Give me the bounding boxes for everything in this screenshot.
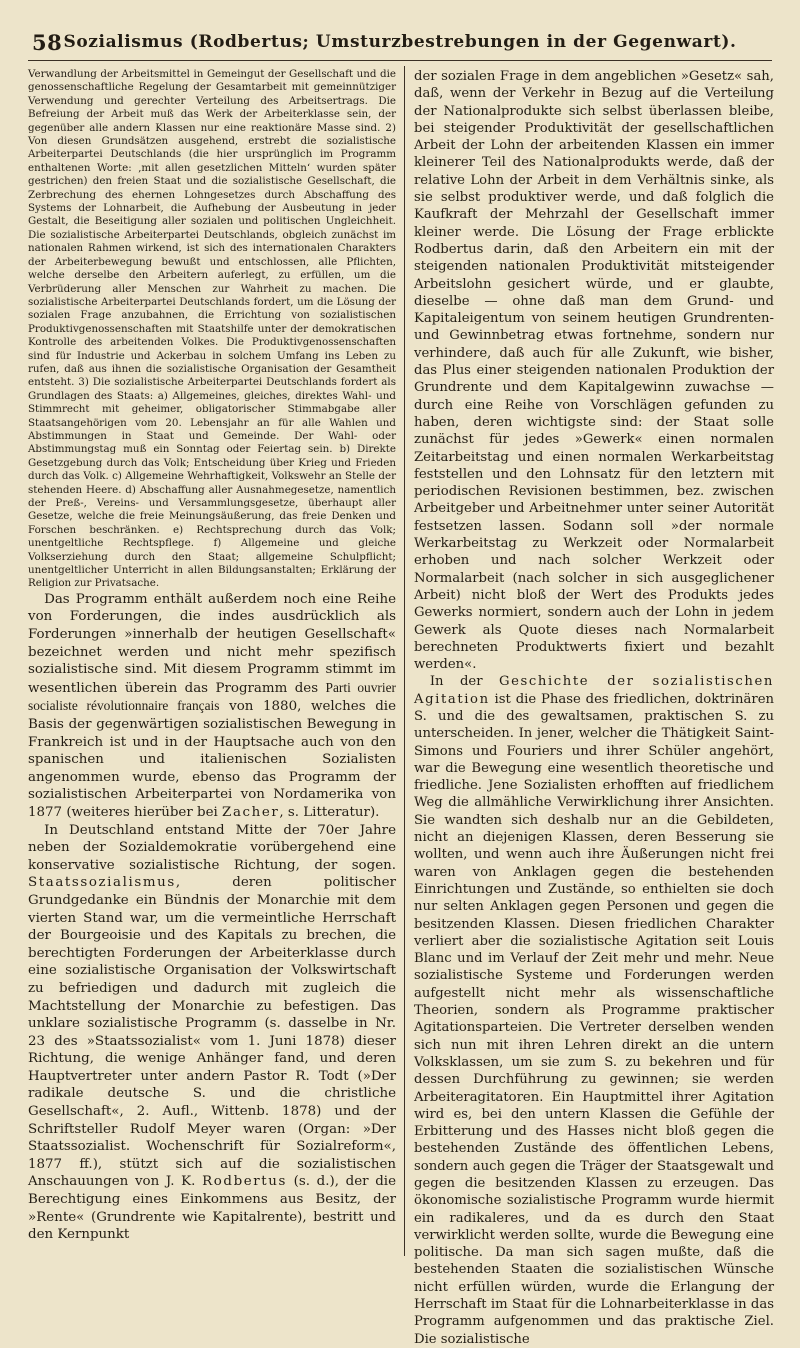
running-head: Sozialismus (Rodbertus; Umsturzbestrebungen in der Gegenwart).: [63, 32, 737, 52]
text-run: Verwandlung der Arbeitsmittel in Gemeingut der Gesellschaft und die genossenschaftliche Regelung der Gesamtarbeit mit gemeinnütziger Verwendung und gerechter Verteilung des Arbeitsertrags. Die Befreiung der Arbeit muß das Werk der Arbeiterklasse sein, der gegenüber alle andern Klassen nur eine reaktionäre Masse sind. 2) Von diesen Grundsätzen ausgehend, erstrebt die sozialistische Arbeiterpartei Deutschlands (die hier ursprünglich im Programm enthaltenen Worte: ‚mit allen gesetzlichen Mitteln‘ wurden später gestrichen) den freien Staat und die sozialistische Gesellschaft, die Zerbrechung des ehernen Lohngesetzes durch Abschaffung des Systems der Lohnarbeit, die Aufhebung der Ausbeutung in jeder Gestalt, die Beseitigung aller sozialen und politischen Ungleichheit. Die sozialistische Arbeiterpartei Deutschlands, obgleich zunächst im nationalen Rahmen wirkend, ist sich des internationalen Charakters der Arbeiterbewegung bewußt und entschlossen, alle Pflichten, welche derselbe den Arbeitern auferlegt, zu erfüllen, um die Verbrüderung aller Menschen zur Wahrheit zu machen. Die sozialistische Arbeiterpartei Deutschlands fordert, um die Lösung der sozialen Frage anzubahnen, die Errichtung von sozialistischen Produktivgenossenschaften mit Staatshilfe unter der demokratischen Kontrolle des arbeitenden Volkes. Die Produktivgenossenschaften sind für Industrie und Ackerbau in solchem Umfang ins Leben zu rufen, daß aus ihnen die sozialistische Organisation der Gesamtheit entsteht. 3) Die sozialistische Arbeiterpartei Deutschlands fordert als Grundlagen des Staats: a) Allgemeines, gleiches, direktes Wahl- und Stimmrecht mit geheimer, obligatorischer Stimmabgabe aller Staatsangehörigen vom 20. Lebensjahr an für alle Wahlen und Abstimmungen in Staat und Gemeinde. Der Wahl- oder Abstimmungstag muß ein Sonntag oder Feiertag sein. b) Direkte Gesetzgebung durch das Volk; Entscheidung über Krieg und Frieden durch das Volk. c) Allgemeine Wehrhaftigkeit, Volkswehr an Stelle der stehenden Heere. d) Abschaffung aller Ausnahmegesetze, namentlich der Preß-, Vereins- und Versammlungsgesetze, überhaupt aller Gesetze, welche die freie Meinungsäußerung, das freie Denken und Forschen beschränken. e) Rechtsprechung durch das Volk; unentgeltliche Rechtspflege. f) Allgemeine und gleiche Volkserziehung durch den Staat; allgemeine Schulpflicht; unentgeltlicher Unterricht in allen Bildungsanstalten; Erklärung der Religion zur Privatsache.: [28, 68, 396, 590]
body-paragraph: [28, 822, 396, 1244]
text-run: In Deutschland entstand Mitte der 70er Jahre neben der Sozialdemokratie vorübergehend eine konservative sozialistische Richtung, der sogen.: [28, 822, 396, 873]
text-run: Das Programm enthält außerdem noch eine Reihe von Forderungen, die indes ausdrücklich als Forderungen »innerhalb der heutigen Gesellschaft« bezeichnet werden und nicht mehr spezifisch sozialistische sind. Mit diesem Programm stimmt im wesentlichen überein das Programm des: [28, 591, 396, 696]
page-number: 58: [32, 30, 63, 55]
right-column: [414, 68, 774, 1347]
text-run: der sozialen Frage in dem angeblichen »Gesetz« sah, daß, wenn der Verkehr in Bezug auf die Verteilung der Nationalprodukte sich selbst überlassen bleibe, bei steigender Produktivität der gesellschaftlichen Arbeit der Lohn der arbeitenden Klassen ein immer kleinerer Teil des Nationalprodukts werde, daß der relative Lohn der Arbeit in dem Verhältnis sinke, als sie selbst produktiver werde, und daß folglich die Kaufkraft der Mehrzahl der Gesellschaft immer kleiner werde. Die Lösung der Frage erblickte Rodbertus darin, daß den Arbeitern ein mit der steigenden nationalen Produktivität mitsteigender Arbeitslohn gesichert würde, und er glaubte, dieselbe — ohne daß man dem Grund- und Kapitaleigentum von seinem heutigen Grundrenten- und Gewinnbetrag etwas fortnehme, sondern nur verhindere, daß auch für alle Zukunft, wie bisher, das Plus einer steigenden nationalen Produktion der Grundrente und dem Kapitalgewinn zuwachse — durch eine Reihe von Vorschlägen gefunden zu haben, deren wichtigste sind: der Staat solle zunächst für jedes »Gewerk« einen normalen Zeitarbeitstag und einen normalen Werkarbeitstag feststellen und den Lohnsatz für den letztern mit periodischen Revisionen bestimmen, bez. zwischen Arbeitgeber und Arbeitnehmer unter seiner Autorität festsetzen lassen. Sodann soll »der normale Werkarbeitstag zu Werkzeit oder Normalarbeit erhoben und nach solcher Werkzeit oder Normalarbeit (nach solcher in sich ausgeglichener Arbeit) nicht bloß der Wert des Produkts jedes Gewerks normiert, sondern auch der Lohn in jedem Gewerk als Quote dieses nach Normalarbeit berechneten Produktwerts fixiert und bezahlt werden«.: [414, 69, 774, 673]
left-column: [28, 68, 396, 1263]
text-run: In der: [429, 674, 499, 690]
body-paragraph: [28, 591, 396, 822]
page-header: [28, 26, 772, 61]
column-divider: [404, 66, 405, 1256]
text-run: (s. d.), der die Berechtigung eines Einkommens aus Besitz, der »Rente« (Grundrente wie Kapitalrente), bestritt und den Kernpunkt: [28, 1174, 396, 1243]
body-paragraph: [414, 68, 774, 673]
text-run: , s. Litteratur).: [279, 804, 380, 820]
text-run: von 1880, welches die Basis der gegenwärtigen sozialistischen Bewegung in Frankreich ist und in der Hauptsache auch von den spanischen und italienischen Sozialisten angenommen wurde, ebenso das Programm der sozialistischen Arbeiterpartei von Nordamerika von 1877 (weiteres hierüber bei: [28, 699, 397, 820]
program-text-paragraph: [28, 68, 396, 591]
section-heading-term: Geschichte der sozialistischen Agitation: [414, 674, 774, 707]
cross-reference: Rodbertus: [202, 1174, 287, 1190]
emphasized-term: Staatssozialismus: [28, 875, 176, 891]
latin-title: Parti ouvrier socialiste révolutionnaire français: [28, 679, 396, 714]
text-run: , deren politischer Grundgedanke ein Bündnis der Monarchie mit dem vierten Stand war, um die vermeintliche Herrschaft der Bourgeoisie und des Kapitals zu brechen, die berechtigten Forderungen der Arbeiterklasse durch eine sozialistische Organisation der Volkswirtschaft zu befriedigen und dadurch mit zugleich die Machtstellung der Monarchie zu befestigen. Das unklare sozialistische Programm (s. dasselbe in Nr. 23 des »Staatssozialist« vom 1. Juni 1878) dieser Richtung, die wenige Anhänger fand, und deren Hauptvertreter unter andern Pastor R. Todt (»Der radikale deutsche S. und die christliche Gesellschaft«, 2. Aufl., Wittenb. 1878) und der Schriftsteller Rudolf Meyer waren (Organ: »Der Staatssozialist. Wochenschrift für Sozialreform«, 1877 ff.), stützt sich auf die sozialistischen Anschauungen von J. K.: [28, 875, 396, 1190]
body-paragraph: [414, 673, 774, 1348]
cross-reference: Zacher: [222, 804, 280, 820]
text-run: ist die Phase des friedlichen, doktrinären S. und die des gewaltsamen, praktischen S. zu unterscheiden. In jener, welcher die Thätigkeit Saint-Simons und Fouriers und ihrer Schüler angehört, war die Bewegung eine wesentlich theoretische und friedliche. Jene Sozialisten erhofften auf friedlichem Weg die allmähliche Verwirklichung ihrer Ansichten. Sie wandten sich deshalb nur an die Gebildeten, nicht an diejenigen Klassen, deren Besserung sie wollten, und wenn auch ihre Äußerungen nicht frei waren von Anklagen gegen die bestehenden Einrichtungen und Zustände, so enthielten sie doch nur selten Anklagen gegen Personen und gegen die besitzenden Klassen. Diesen friedlichen Charakter verliert aber die sozialistische Agitation seit Louis Blanc und im Verlauf der Zeit mehr und mehr. Neue sozialistische Systeme und Forderungen werden aufgestellt nicht mehr als wissenschaftliche Theorien, sondern als Programme praktischer Agitationsparteien. Die Vertreter derselben wenden sich nun mit ihren Lehren direkt an die untern Volksklassen, um sie zum S. zu bekehren und für dessen Durchführung zu gewinnen; sie werden Arbeiteragitatoren. Ein Hauptmittel ihrer Agitation wird es, bei den untern Klassen die Gefühle der Erbitterung und des Hasses nicht bloß gegen die bestehenden Zustände des öffentlichen Lebens, sondern auch gegen die Träger der Staatsgewalt und gegen die besitzenden Klassen zu erzeugen. Das ökonomische sozialistische Programm wurde hiermit ein radikaleres, und da es durch den Staat verwirklicht werden sollte, wurde die Bewegung eine politische. Da man sich sagen mußte, daß die bestehenden Staaten die sozialistischen Wünsche nicht erfüllen würden, wurde die Erlangung der Herrschaft im Staat für die Lohnarbeiterklasse in das Programm aufgenommen und das praktische Ziel. Die sozialistische: [414, 691, 774, 1347]
